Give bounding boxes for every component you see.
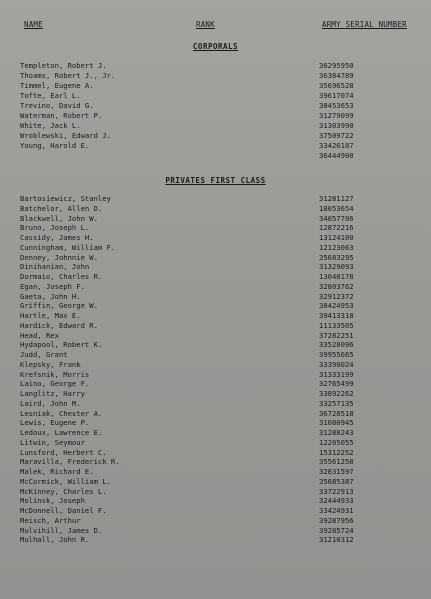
serial-number: 32444933	[319, 496, 354, 506]
soldier-name: Templeton, Robert J.	[20, 61, 107, 70]
roster-row	[20, 91, 420, 101]
serial-number: 15312252	[319, 447, 354, 457]
serial-number: 31281127	[319, 194, 354, 203]
roster-row	[20, 151, 420, 161]
serial-number: 35561258	[319, 457, 354, 467]
soldier-name: White, Jack L.	[20, 121, 81, 130]
serial-number: 39285724	[319, 525, 354, 535]
soldier-name: Cunningham, William F.	[20, 242, 116, 252]
roster-row	[20, 301, 420, 311]
roster-row	[20, 496, 420, 506]
roster-row	[20, 506, 420, 516]
serial-number: 34057706	[319, 213, 354, 223]
serial-number: 31279099	[319, 111, 354, 120]
roster-row	[20, 487, 420, 497]
roster-row	[20, 292, 420, 302]
roster-row	[20, 418, 420, 428]
serial-number: 32803762	[319, 281, 354, 291]
corporals-list	[20, 61, 420, 161]
serial-number: 37282251	[319, 330, 354, 340]
soldier-name: Bartosiewicz, Stanley	[20, 194, 111, 203]
serial-number: 36295950	[319, 61, 354, 70]
soldier-name: Tofte, Earl L.	[20, 91, 81, 100]
soldier-name: McCormick, William L.	[20, 476, 111, 486]
roster-row	[20, 516, 420, 526]
roster-row	[20, 448, 420, 458]
serial-number: 38453653	[319, 101, 354, 110]
roster-row	[20, 214, 420, 224]
soldier-name: Mulvihill, James D.	[20, 525, 103, 535]
serial-number: 13040178	[319, 272, 354, 281]
roster-row	[20, 477, 420, 487]
soldier-name: Bruno, Joseph L.	[20, 223, 90, 233]
serial-number: 37509722	[319, 131, 354, 140]
roster-row	[20, 360, 420, 370]
serial-number: 39413318	[319, 311, 354, 320]
roster-row	[20, 350, 420, 360]
roster-row	[20, 262, 420, 272]
roster-row	[20, 438, 420, 448]
soldier-name: Trevino, David G.	[20, 101, 94, 110]
soldier-name: Lesniak, Chester A.	[20, 408, 103, 418]
soldier-name: Mulhall, John R.	[20, 535, 90, 545]
serial-number: 33390024	[319, 359, 354, 369]
soldier-name: Lunsford, Herbert C.	[20, 447, 107, 457]
soldier-name: Waterman, Robert P.	[20, 111, 103, 120]
section-title-corporals: CORPORALS	[192, 42, 239, 51]
soldier-name: Gaeta, John H.	[20, 291, 81, 301]
roster-row	[20, 331, 420, 341]
roster-row	[20, 204, 420, 214]
soldier-name: Laino, George F.	[20, 379, 90, 389]
soldier-name: Hardick, Edward R.	[20, 320, 98, 330]
roster-row	[20, 111, 420, 121]
roster-row	[20, 121, 420, 131]
serial-number: 12123063	[319, 242, 354, 252]
soldier-name: Malek, Richard E.	[20, 467, 94, 476]
roster-row	[20, 61, 420, 71]
roster-row	[20, 526, 420, 536]
roster-row	[20, 399, 420, 409]
serial-number: 31288243	[319, 428, 354, 437]
soldier-name: Ledoux, Lawrence E.	[20, 428, 103, 437]
serial-number: 12872216	[319, 223, 354, 233]
soldier-name: Cassidy, James H.	[20, 233, 94, 242]
serial-number: 36384789	[319, 71, 354, 80]
soldier-name: Litwin, Seymour	[20, 437, 85, 447]
serial-number: 35683295	[319, 252, 354, 262]
soldier-name: Blackwell, John W.	[20, 213, 98, 223]
serial-number: 31333199	[319, 369, 354, 379]
soldier-name: Head, Rex	[20, 330, 59, 340]
soldier-name: Lewis, Eugene P.	[20, 418, 90, 428]
roster-row	[20, 428, 420, 438]
serial-number: 39287956	[319, 515, 354, 525]
soldier-name: Young, Harold E.	[20, 141, 90, 150]
soldier-name: Klepsky, Frank	[20, 359, 81, 369]
soldier-name: Krefsnik, Morris	[20, 369, 90, 379]
soldier-name: Timmel, Eugene A.	[20, 81, 94, 90]
soldier-name: Meisch, Arthur	[20, 515, 81, 525]
roster-row	[20, 370, 420, 380]
serial-number: 12205055	[319, 437, 354, 447]
soldier-name: Hydapool, Robert K.	[20, 340, 103, 350]
serial-number: 36728518	[319, 408, 354, 418]
soldier-name: Denney, Johnnie W.	[20, 252, 98, 262]
soldier-name: Judd, Grant	[20, 350, 68, 359]
roster-row	[20, 253, 420, 263]
soldier-name: Thoams, Robert J., Jr.	[20, 71, 116, 80]
roster-row	[20, 457, 420, 467]
serial-number: 33892262	[319, 389, 354, 398]
roster-row	[20, 379, 420, 389]
serial-number: 32912372	[319, 291, 354, 301]
column-header-rank: RANK	[196, 20, 215, 29]
roster-row	[20, 535, 420, 545]
soldier-name: McKinney, Charles L.	[20, 486, 107, 496]
column-header-serial: ARMY SERIAL NUMBER	[322, 20, 407, 29]
soldier-name: Batchelor, Allen D.	[20, 203, 103, 213]
serial-number: 32831597	[319, 467, 354, 476]
section-title-privates-first-class: PRIVATES FIRST CLASS	[165, 176, 266, 185]
roster-row	[20, 233, 420, 243]
serial-number: 31329093	[319, 262, 354, 272]
roster-row	[20, 272, 420, 282]
soldier-name: Egan, Joseph F.	[20, 281, 85, 291]
serial-number: 11133505	[319, 320, 354, 330]
serial-number: 33426187	[319, 141, 354, 150]
soldier-name: Griffin, George W.	[20, 301, 98, 311]
serial-number: 33722913	[319, 486, 354, 496]
soldier-name: Dormaio, Charles R.	[20, 272, 103, 281]
roster-row	[20, 71, 420, 81]
soldier-name: Langlitz, Harry	[20, 389, 85, 398]
privates-first-class-list	[20, 194, 420, 545]
serial-number: 31303990	[319, 121, 354, 130]
soldier-name: Wroblewski, Edward J.	[20, 131, 111, 140]
roster-row	[20, 282, 420, 292]
serial-number: 38424953	[319, 301, 354, 311]
roster-row	[20, 467, 420, 477]
roster-row	[20, 81, 420, 91]
serial-number: 13124100	[319, 233, 354, 242]
serial-number: 33424931	[319, 506, 354, 515]
serial-number: 32765499	[319, 379, 354, 389]
roster-row	[20, 311, 420, 321]
soldier-name: McDonnell, Daniel F.	[20, 506, 107, 515]
roster-row	[20, 131, 420, 141]
roster-row	[20, 409, 420, 419]
serial-number: 39617074	[319, 91, 354, 100]
serial-number: 39955665	[319, 350, 354, 359]
soldier-name: Dinihanian, John	[20, 262, 90, 272]
roster-row	[20, 194, 420, 204]
roster-row	[20, 141, 420, 151]
serial-number: 31080945	[319, 418, 354, 428]
column-header-name: NAME	[24, 20, 43, 29]
serial-number: 36444900	[319, 151, 354, 160]
soldier-name: Hartle, Max E.	[20, 311, 81, 320]
roster-row	[20, 321, 420, 331]
roster-row	[20, 223, 420, 233]
soldier-name: Maravilla, Frederick R.	[20, 457, 120, 467]
serial-number: 33257135	[319, 398, 354, 408]
serial-number: 35696528	[319, 81, 354, 90]
serial-number: 18053654	[319, 203, 354, 213]
serial-number: 31210312	[319, 535, 354, 545]
serial-number: 33528096	[319, 340, 354, 350]
roster-row	[20, 389, 420, 399]
roster-row	[20, 340, 420, 350]
roster-row	[20, 243, 420, 253]
serial-number: 35685387	[319, 476, 354, 486]
soldier-name: Laird, John M.	[20, 398, 81, 408]
roster-row	[20, 101, 420, 111]
soldier-name: Molinsk, Joseph	[20, 496, 85, 506]
